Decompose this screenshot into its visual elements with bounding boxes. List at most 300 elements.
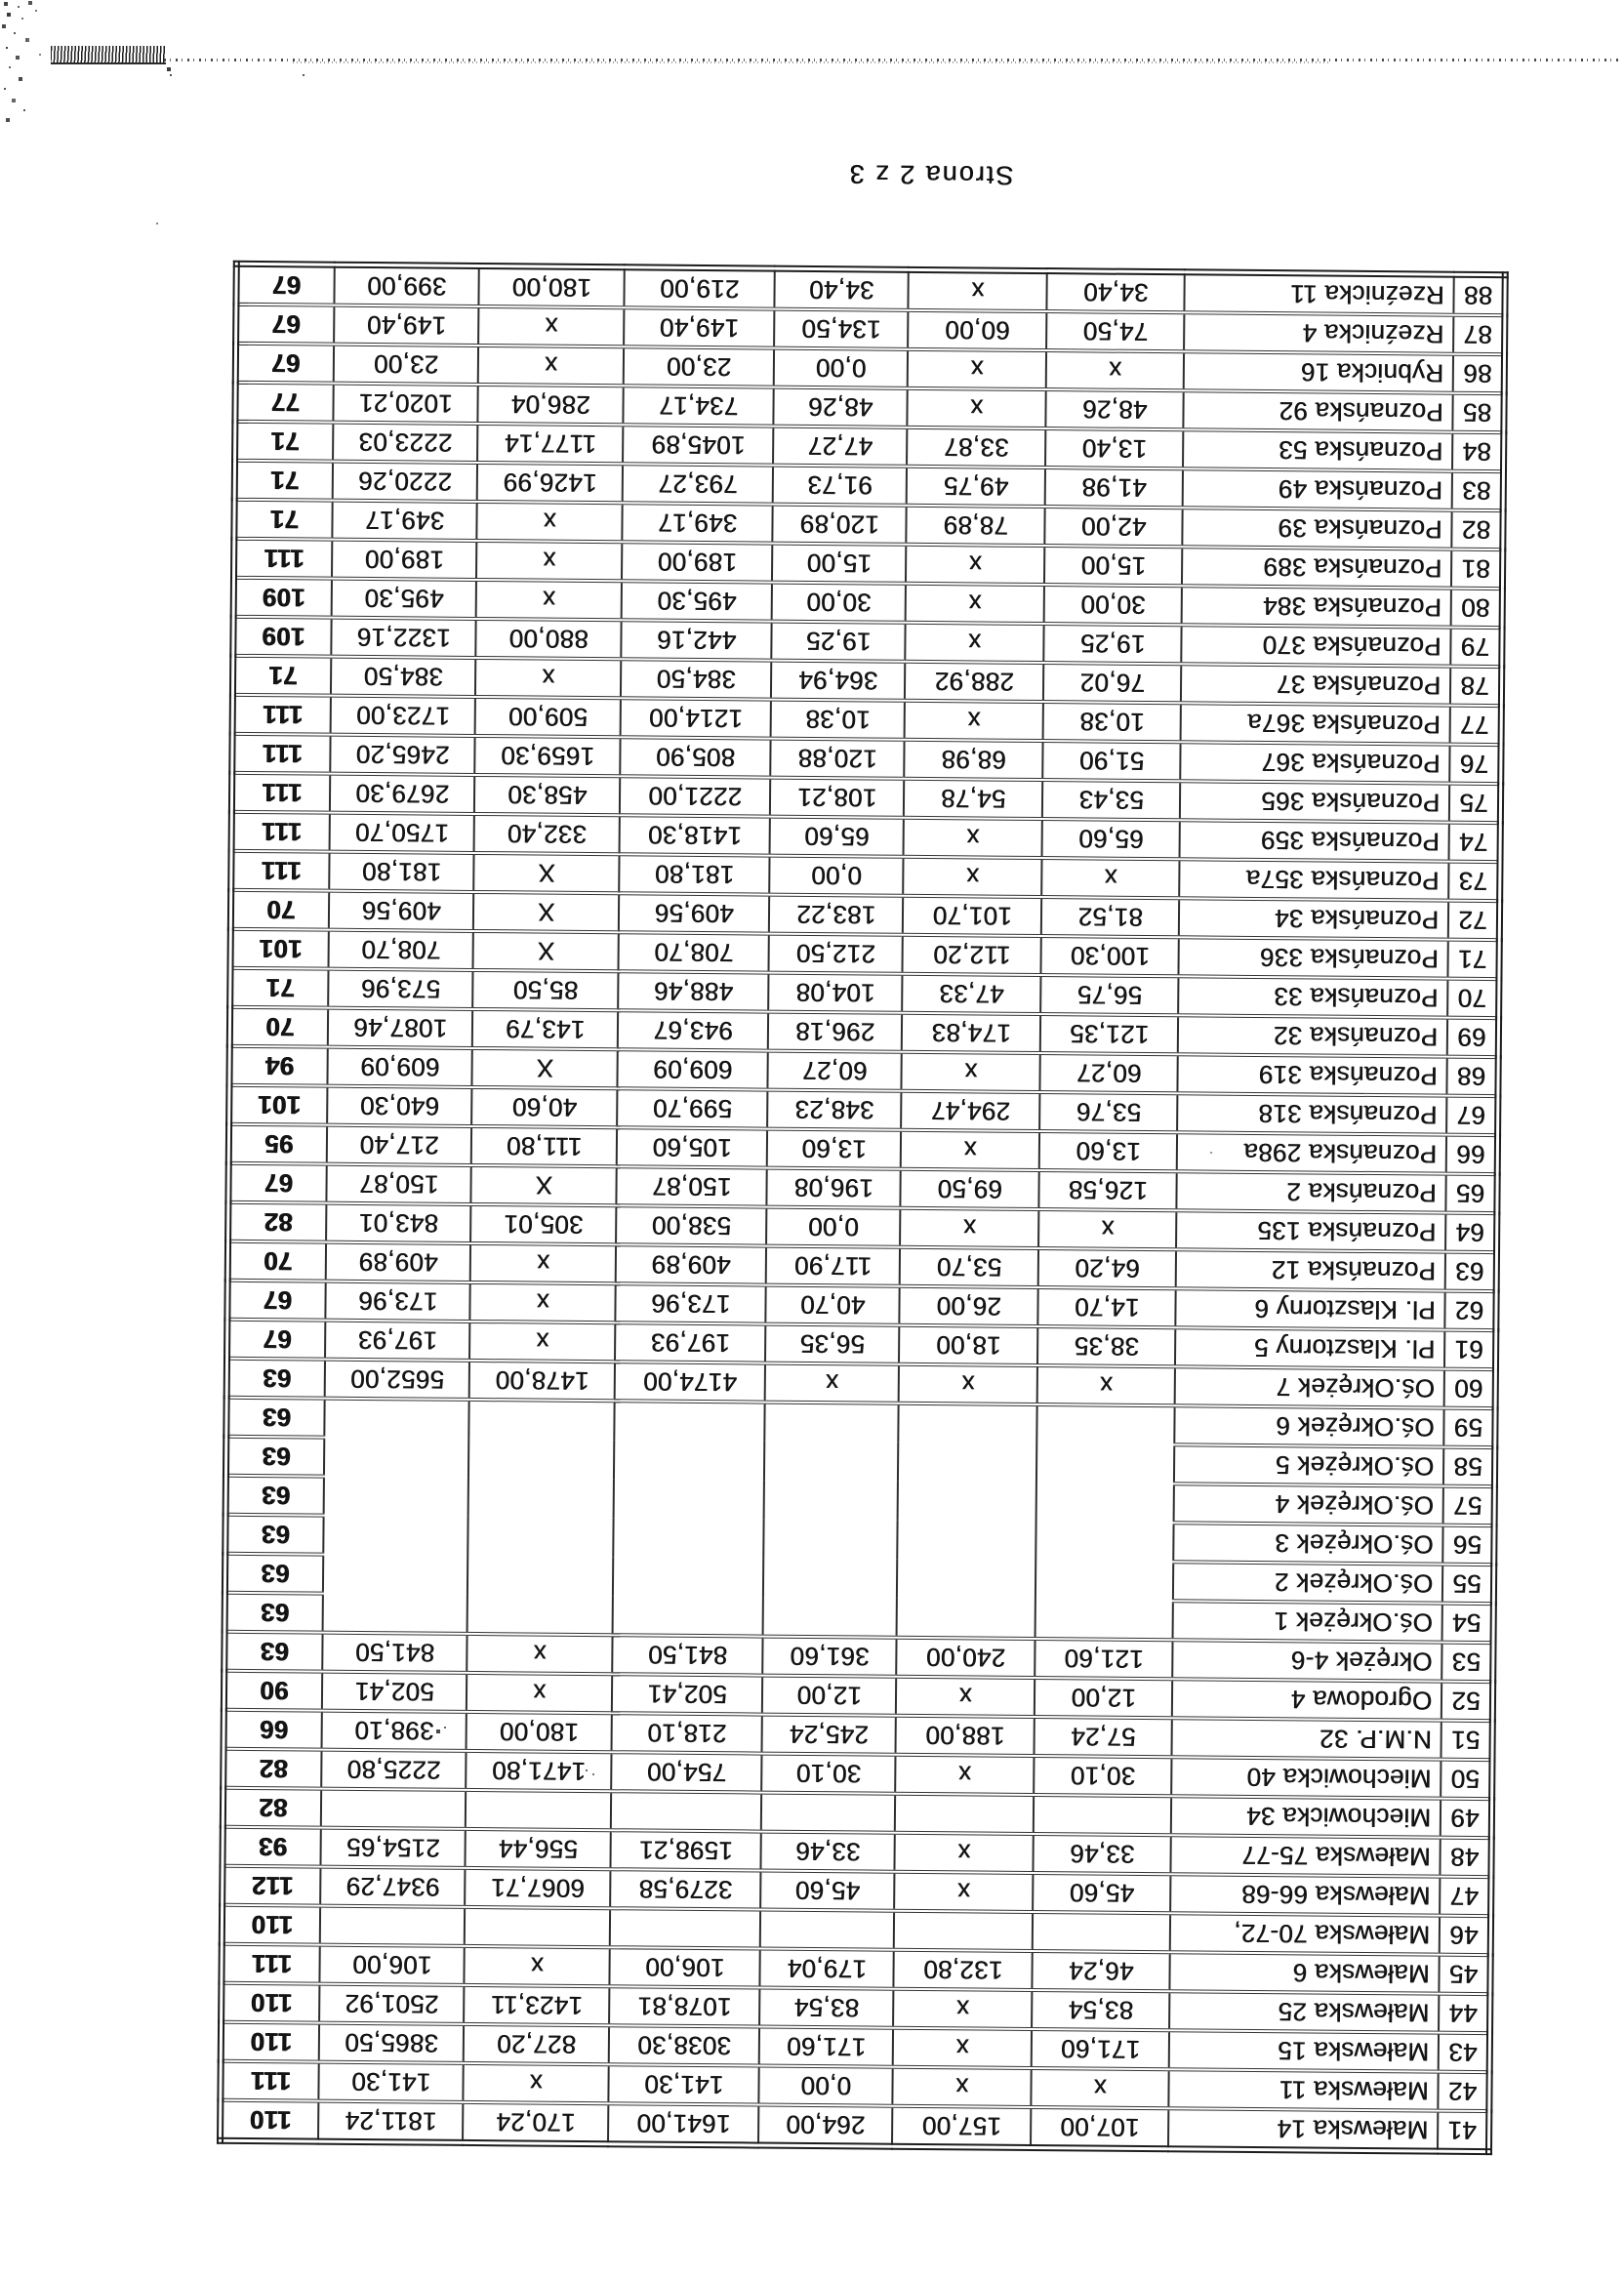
indicator-cell: 63 [224,1632,323,1672]
row-number-cell: 64 [1446,1213,1497,1252]
value-cell: 805,90 [621,737,771,777]
value-cell: 5652,00 [325,1360,469,1400]
value-cell: 141,30 [319,2062,464,2102]
value-cell: 827,20 [464,2024,609,2064]
value-cell: x [476,580,622,620]
street-name-cell: Małewska 66-68 [1171,1874,1441,1915]
street-name-cell: Małewska 15 [1169,2030,1439,2071]
value-cell: 120,88 [771,739,905,779]
value-cell: 171,60 [759,2027,893,2067]
value-cell [610,1908,760,1948]
value-cell: 33,46 [761,1832,895,1872]
value-cell: 0,00 [770,856,904,896]
value-cell: 1478,00 [469,1361,615,1401]
value-cell: 196,08 [767,1168,901,1208]
value-cell: 76,02 [1043,663,1181,703]
value-cell: 15,00 [1044,546,1182,586]
indicator-cell: 67 [235,344,334,384]
indicator-cell: 111 [231,851,330,891]
indicator-cell: 82 [223,1749,322,1789]
value-cell: x [1042,858,1180,898]
value-cell: x [1037,1365,1175,1405]
value-cell: 134,50 [775,309,909,349]
value-cell: 189,00 [332,540,476,580]
merged-empty-cell [897,1403,1037,1639]
value-cell: 33,87 [908,427,1046,468]
value-cell: 197,93 [616,1322,766,1363]
value-cell: 3279,58 [611,1869,761,1909]
street-name-cell: Poznańska 12 [1176,1249,1445,1290]
value-cell: 48,26 [1046,389,1184,429]
value-cell: 47,33 [903,974,1041,1014]
street-name-cell: Poznańska 365 [1180,781,1449,822]
street-name-cell: Okrężek 4-6 [1173,1640,1442,1681]
value-cell: 2223,03 [334,423,478,463]
value-cell: 409,89 [616,1244,766,1284]
value-cell: 53,43 [1042,780,1180,820]
value-cell: 108,21 [770,778,904,818]
value-cell: 69,50 [901,1169,1039,1209]
value-cell: 107,00 [1031,2107,1168,2149]
value-cell: 149,40 [335,305,479,346]
indicator-cell: 66 [223,1710,322,1750]
value-cell: 264,00 [759,2105,893,2147]
value-cell: 218,10 [612,1713,762,1753]
value-cell: 121,35 [1040,1014,1178,1054]
value-cell: 106,00 [610,1947,760,1987]
value-cell: 708,70 [619,932,769,972]
value-cell: x [467,1634,613,1674]
value-cell: 349,17 [623,503,773,543]
value-cell: 332,40 [474,814,620,854]
value-cell: 245,24 [762,1715,896,1755]
street-name-cell: Małewska 75-77 [1171,1835,1441,1876]
value-cell: 47,27 [774,427,908,467]
value-cell: 1322,16 [332,618,476,658]
value-cell: 6067,71 [466,1868,611,1908]
street-name-cell: Poznańska 32 [1178,1015,1447,1056]
row-number-cell: 63 [1445,1252,1496,1291]
value-cell: x [902,1052,1040,1092]
value-cell: 843,01 [327,1203,471,1243]
value-cell: 19,25 [772,622,906,662]
row-number-cell: 54 [1442,1604,1493,1643]
row-number-cell: 53 [1442,1643,1493,1682]
street-name-cell: Poznańska 367 [1181,742,1450,783]
value-cell: x [895,1872,1034,1912]
value-cell: x [470,1282,616,1322]
row-number-cell: 41 [1438,2111,1488,2152]
indicator-cell: 110 [222,1983,320,2023]
value-cell: 14,70 [1038,1287,1176,1327]
value-cell: 33,46 [1034,1834,1171,1874]
value-cell: 121,60 [1035,1639,1173,1679]
street-name-cell: Rzeźnicka 11 [1185,272,1454,315]
value-cell: 1750,70 [330,813,474,853]
value-cell [321,1789,466,1829]
value-cell: 105,60 [617,1127,767,1167]
value-cell: 599,70 [618,1088,768,1128]
value-cell: 2225,80 [322,1750,467,1790]
value-cell: x [901,1208,1039,1248]
value-cell: 734,17 [624,386,774,426]
value-cell: 173,96 [326,1281,470,1322]
value-cell: x [467,1673,612,1713]
value-cell: x [909,269,1047,311]
value-cell: 49,75 [907,467,1045,507]
value-cell: 157,00 [892,2106,1031,2148]
value-cell: 60,27 [768,1051,902,1091]
value-cell: x [1032,2068,1169,2108]
indicator-cell: 71 [232,656,331,696]
value-cell: 85,50 [473,970,619,1010]
value-cell: x [905,701,1043,741]
value-cell [761,1793,895,1833]
value-cell: 60,27 [1040,1053,1178,1093]
indicator-cell: 82 [223,1788,321,1828]
value-cell: x [896,1755,1035,1795]
merged-empty-cell [323,1399,469,1634]
value-cell [894,1911,1033,1951]
value-cell: 181,80 [330,852,474,892]
row-number-cell: 88 [1454,274,1505,315]
indicator-cell: 71 [230,968,329,1008]
value-cell: 179,04 [760,1949,894,1989]
value-cell: 143,79 [472,1009,618,1049]
value-cell: 132,80 [894,1950,1033,1990]
value-cell: 841,50 [323,1633,467,1673]
indicator-cell: 70 [229,1007,328,1047]
row-number-cell: 59 [1444,1408,1495,1447]
value-cell: 305,01 [471,1204,617,1244]
value-cell: 2679,30 [330,774,474,814]
value-cell: x [478,346,624,386]
row-number-cell: 47 [1441,1877,1491,1916]
street-name-cell: Pl. Klasztorny 5 [1175,1327,1444,1368]
value-cell: 294,47 [902,1091,1040,1131]
value-cell: x [904,818,1042,858]
merged-empty-cell [763,1403,899,1638]
street-name-cell: Poznańska 135 [1177,1210,1446,1251]
value-cell: 502,41 [612,1674,762,1714]
row-number-cell: 85 [1453,393,1504,432]
row-number-cell: 83 [1452,471,1503,510]
row-number-cell: 45 [1440,1955,1490,1994]
value-cell: 91,73 [773,466,907,506]
value-cell: x [899,1364,1037,1404]
value-cell: 296,18 [768,1012,902,1052]
indicator-cell: 63 [225,1515,324,1555]
value-cell: 83,54 [760,1988,894,2028]
value-cell [465,1907,610,1947]
value-cell: 361,60 [763,1637,897,1677]
value-cell: 640,30 [328,1086,472,1126]
value-cell: 12,00 [762,1676,896,1716]
value-cell: 13,60 [1039,1131,1177,1171]
value-cell: 13,60 [767,1129,901,1169]
value-cell [1033,1912,1170,1952]
value-cell: 1423,11 [465,1985,610,2025]
row-number-cell: 75 [1449,784,1500,823]
indicator-cell: 63 [224,1554,323,1594]
indicator-cell: 111 [233,539,332,579]
indicator-cell: 71 [235,422,334,462]
row-number-cell: 42 [1439,2072,1489,2111]
row-number-cell: 51 [1441,1721,1492,1760]
value-cell: 56,75 [1041,975,1179,1015]
row-number-cell: 50 [1441,1760,1492,1799]
indicator-cell: 63 [225,1437,324,1477]
value-cell: 40,60 [472,1087,618,1127]
value-cell: 78,89 [907,506,1045,546]
row-number-cell: 48 [1441,1838,1491,1877]
value-cell: 15,00 [772,544,906,584]
value-cell: x [470,1243,616,1283]
value-cell: 1177,14 [478,424,624,464]
value-cell: 26,00 [900,1286,1038,1326]
street-name-cell: Poznańska 319 [1178,1054,1447,1095]
value-cell: 171,60 [1032,2029,1169,2069]
value-cell: 51,90 [1043,741,1181,781]
value-cell: x [470,1322,616,1362]
value-cell: 34,40 [775,268,909,310]
row-number-cell: 61 [1444,1330,1495,1369]
value-cell: 573,96 [329,969,473,1009]
indicator-cell: 71 [234,500,333,540]
value-cell: 23,00 [334,345,478,385]
row-number-cell: 44 [1440,1994,1490,2033]
value-cell: 1087,46 [328,1008,472,1048]
value-cell: 13,40 [1046,428,1184,468]
indicator-cell: 77 [235,383,334,423]
value-cell: 609,09 [618,1049,768,1089]
value-cell: 399,00 [335,264,479,306]
value-cell: x [476,541,622,581]
value-cell: 40,70 [766,1285,900,1325]
street-name-cell: Oś.Okrężek 5 [1174,1444,1443,1485]
row-number-cell: 71 [1448,940,1499,979]
value-cell: 1045,89 [624,425,774,465]
indicator-cell: 111 [232,695,331,735]
value-cell: 117,90 [766,1246,900,1286]
value-cell: 19,25 [1044,624,1182,664]
value-cell: 349,17 [333,501,477,541]
value-cell: x [1046,350,1184,390]
value-cell: 112,20 [903,935,1041,975]
indicator-cell: 63 [226,1398,325,1438]
street-name-cell: Oś.Okrężek 6 [1175,1405,1444,1446]
street-name-cell: Poznańska 49 [1183,468,1452,509]
merged-empty-cell [1035,1404,1175,1640]
indicator-cell: 94 [229,1046,328,1086]
value-cell: 64,20 [1038,1248,1176,1288]
value-cell [320,1906,465,1946]
scan-corner-speckles [0,0,2,2]
street-name-cell: Pl. Klasztorny 6 [1176,1288,1445,1329]
indicator-cell: 70 [230,890,329,930]
value-cell [1034,1795,1171,1835]
indicator-cell: 63 [224,1593,323,1633]
value-cell: 538,00 [617,1205,767,1245]
indicator-cell: 109 [233,578,332,618]
row-number-cell: 72 [1448,901,1499,940]
street-name-cell: Miechowicka 34 [1171,1796,1441,1837]
indicator-cell: 101 [230,929,329,969]
indicator-cell: 63 [226,1359,325,1399]
value-cell: X [471,1165,617,1205]
value-cell: 10,38 [771,700,905,740]
street-name-cell: Poznańska 370 [1182,625,1451,666]
street-name-cell: Poznańska 336 [1179,937,1448,978]
row-number-cell: 69 [1447,1018,1498,1057]
value-cell: 3038,30 [609,2025,759,2065]
value-cell: 4174,00 [615,1362,765,1402]
value-cell: x [908,388,1046,428]
value-cell: 442,16 [622,620,772,660]
value-cell: 1471,80 [467,1751,612,1791]
row-number-cell: 67 [1447,1096,1498,1135]
value-cell: 409,89 [326,1242,470,1282]
street-name-cell: Oś.Okrężek 3 [1174,1523,1443,1564]
row-number-cell: 87 [1454,315,1505,354]
value-cell: 458,30 [474,775,620,815]
indicator-cell: 67 [227,1320,326,1360]
indicator-cell: 67 [228,1163,327,1203]
value-cell: 409,56 [619,893,769,933]
value-cell: 111,80 [471,1126,617,1166]
value-cell: 2465,20 [331,735,475,775]
value-cell: x [893,2067,1032,2107]
value-cell: 65,60 [1042,819,1180,859]
value-cell: X [472,1048,618,1088]
street-name-cell: Poznańska 33 [1179,976,1448,1017]
value-cell: 170,24 [464,2102,609,2144]
value-cell: 68,98 [905,740,1043,780]
row-number-cell: 55 [1442,1565,1493,1604]
row-number-cell: 65 [1446,1174,1497,1213]
row-number-cell: 82 [1452,510,1503,549]
street-name-cell: Poznańska 34 [1179,898,1448,939]
value-cell: 1020,21 [334,384,478,424]
value-cell: 364,94 [771,661,905,701]
value-cell: 219,00 [625,267,775,309]
value-cell: 53,70 [900,1247,1038,1287]
value-cell: 12,00 [1035,1678,1172,1718]
row-number-cell: 68 [1447,1057,1498,1096]
row-number-cell: 81 [1451,549,1502,589]
value-cell: 74,50 [1047,311,1185,351]
value-cell: X [473,931,619,971]
value-cell: 149,40 [625,307,775,347]
value-cell: 141,30 [609,2064,759,2104]
street-name-cell: Małewska 70-72, [1170,1913,1440,1954]
value-cell: x [465,1946,610,1986]
street-name-cell: Rybnicka 16 [1184,351,1453,392]
row-number-cell: 86 [1453,354,1504,393]
street-name-cell: Poznańska 37 [1181,664,1450,705]
value-cell: 150,87 [327,1164,471,1204]
row-number-cell: 58 [1443,1447,1494,1486]
value-cell: 150,87 [617,1166,767,1206]
value-cell: 0,00 [774,348,908,388]
value-cell: 2221,00 [620,776,770,816]
street-name-cell: Oś.Okrężek 7 [1175,1366,1444,1407]
value-cell: 101,70 [903,896,1041,936]
row-number-cell: 76 [1450,745,1501,784]
value-cell: 83,54 [1033,1990,1170,2030]
row-number-cell: 57 [1443,1486,1494,1525]
row-number-cell: 62 [1445,1291,1496,1330]
value-cell: 943,67 [618,1010,768,1050]
value-cell: 502,41 [322,1672,467,1712]
value-cell: 23,00 [624,346,774,386]
value-cell: 212,50 [769,934,903,974]
value-cell: 1641,00 [609,2103,759,2145]
value-cell: 65,60 [770,817,904,857]
value-cell: 126,58 [1039,1170,1177,1210]
value-cell: 286,04 [478,385,624,425]
value-cell: 880,00 [476,619,622,659]
value-cell: 495,30 [332,579,476,619]
row-number-cell: 60 [1444,1369,1495,1408]
value-cell: 100,30 [1041,936,1179,976]
value-cell: 288,92 [905,662,1043,702]
value-cell: x [901,1130,1039,1170]
value-cell: 409,56 [329,891,473,931]
street-name-cell: Poznańska 92 [1184,390,1453,431]
indicator-cell: 109 [233,617,332,657]
value-cell: 53,76 [1040,1092,1178,1132]
indicator-cell: 67 [227,1281,326,1321]
street-name-cell: Poznańska 389 [1182,547,1451,588]
value-cell: 1659,30 [475,736,621,776]
value-cell: 30,00 [1044,585,1182,625]
value-cell: 2501,92 [320,1984,465,2024]
value-cell: 240,00 [897,1638,1035,1678]
value-cell: 488,46 [619,971,769,1011]
value-cell: 30,10 [762,1754,896,1794]
value-cell: 609,09 [328,1047,472,1087]
value-cell: 30,00 [772,583,906,623]
merged-empty-cell [613,1401,765,1636]
indicator-cell: 110 [221,2022,319,2062]
value-cell: 42,00 [1045,507,1183,547]
report-table-body [221,264,1506,2151]
value-cell: 495,30 [622,581,772,621]
indicator-cell: 63 [225,1476,324,1516]
row-number-cell: 70 [1448,979,1499,1018]
value-cell: 81,52 [1041,897,1179,937]
indicator-cell: 67 [236,305,335,345]
value-cell [895,1794,1034,1834]
value-cell: 180,00 [467,1712,612,1752]
indicator-cell: 110 [222,1905,320,1945]
value-cell: 1426,99 [477,463,623,503]
row-number-cell: 43 [1439,2033,1489,2072]
street-name-cell: Małewska 14 [1168,2108,1438,2151]
value-cell: x [906,584,1044,624]
street-name-cell: N.M.P. 32 [1172,1718,1441,1759]
value-cell: 348,23 [768,1090,902,1130]
row-number-cell: 46 [1440,1916,1490,1955]
value-cell: x [895,1833,1034,1873]
row-number-cell: 77 [1450,706,1501,745]
value-cell: 60,00 [909,310,1047,350]
row-number-cell: 49 [1441,1799,1491,1838]
value-cell: 556,44 [466,1829,611,1869]
value-cell: 41,98 [1045,468,1183,508]
indicator-cell: 110 [221,2100,319,2141]
